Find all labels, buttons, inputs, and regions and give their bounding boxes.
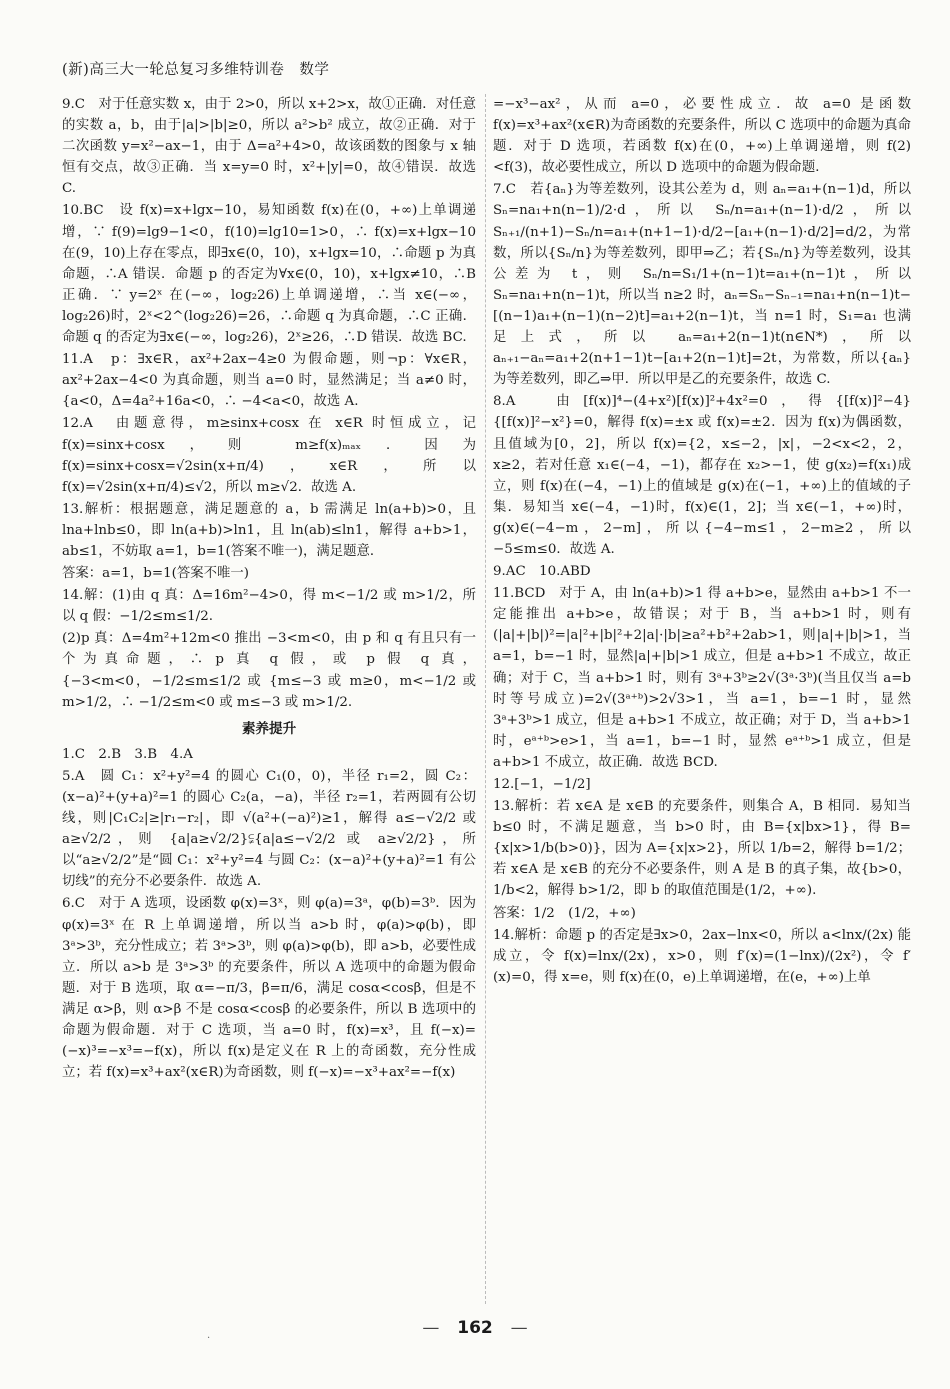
section-title-suyang: 素养提升 <box>241 720 297 737</box>
answer-14-part1: 14.解：(1)由 q 真：Δ=16m²−4>0，得 m<−1/2 或 m>1/2，所以 q 假：−1/2≤m≤1/2. <box>62 588 476 625</box>
answer-13-analysis: 13.解析：根据题意，满足题意的 a，b 需满足 ln(a+b)>0，且 lna+lnb≤0，即 ln(a+b)>ln1，且 ln(ab)≤ln1，解得 a+b>1，ab≤1，不妨取 a=1，b=1(答案不唯一)，满足题意． <box>62 501 476 559</box>
page-number: 162 <box>457 1318 493 1338</box>
answer-13-result: 答案：a=1，b=1(答案不唯一) <box>62 566 249 582</box>
footer-dash-right: — <box>510 1318 528 1338</box>
answer-13b-result: 答案：1/2 (1/2，+∞) <box>493 905 636 921</box>
answer-11: 11.A p：∃x∈R，ax²+2ax−4≥0 为假命题，则¬p：∀x∈R，ax²+2ax−4<0 为真命题，则当 a=0 时，显然满足；当 a≠0 时，{a<0，Δ=4a²+16a<0，∴ −4<a<0，故选 A. <box>62 352 476 410</box>
answers-9-10: 9.AC 10.ABD <box>493 564 591 580</box>
answer-6-continued: =−x³−ax²，从而 a=0，必要性成立．故 a=0 是函数 f(x)=x³+ax²(x∈R)为奇函数的充要条件，所以 C 选项中的命题为真命题．对于 D 选项，若函数 f(x)在(0，+∞)上单调递增，则 f(2)<f(3)，故必要性成立，所以 D 选项中的命题为假命题． <box>493 97 911 176</box>
stray-mark: . <box>207 1330 211 1341</box>
answer-5: 5.A 圆 C₁：x²+y²=4 的圆心 C₁(0，0)，半径 r₁=2，圆 C₂：(x−a)²+(y+a)²=1 的圆心 C₂(a，−a)，半径 r₂=1，若两圆有公切线，则|C₁C₂|≥|r₁−r₂|，即 √(a²+(−a)²)≥1，解得 a≤−√2/2 或 a≥√2/2，则 {a|a≥√2/2}⫋{a|a≤−√2/2 或 a≥√2/2}，所以“a≥√2/2”是“圆 C₁：x²+y²=4 与圆 C₂：(x−a)²+(y+a)²=1 有公切线”的充分不必要条件．故选 A. <box>62 768 476 890</box>
answer-14-part2: (2)p 真：Δ=4m²+12m<0 推出 −3<m<0，由 p 和 q 有且只有一个为真命题，∴ p 真 q 假，或 p 假 q 真，{−3<m<0，−1/2≤m≤1/2 或 {m≤−3 或 m≥0，m<−1/2 或 m>1/2，∴ −1/2≤m<0 或 m≤−3 或 m>1/2. <box>62 631 476 710</box>
page-header: (新)高三大一轮总复习多维特训卷 数学 <box>62 62 330 78</box>
answer-13b-analysis: 13.解析：若 x∈A 是 x∈B 的充要条件，则集合 A，B 相同．易知当 b≤0 时，不满足题意，当 b>0 时，由 B={x|bx>1}，得 B={x|x>1/b(b>0)}，因为 A={x|x>2}，所以 1/b=2，解得 b=1/2；若 x∈A 是 x∈B 的充分不必要条件，则 A 是 B 的真子集，故{b>0，1/b<2，解得 b>1/2，即 b 的取值范围是(1/2，+∞). <box>493 799 911 899</box>
answer-12b: 12.[−1，−1/2] <box>493 777 591 792</box>
answer-8: 8.A 由[f(x)]⁴−(4+x²)[f(x)]²+4x²=0，得{[f(x)]²−4}{[f(x)]²−x²}=0，解得 f(x)=±x 或 f(x)=±2．因为 f(x)为偶函数，且值域为[0，2]，所以 f(x)={2，x≤−2，|x|，−2<x<2，2，x≥2，若对任意 x₁∈(−4，−1)，都存在 x₂>−1，使 g(x₂)=f(x₁)成立，则 f(x)在(−4，−1)上的值域是 g(x)在(−1，+∞)上的值域的子集．易知当 x∈(−4，−1)时，f(x)∈(1，2]；当 x∈(−1，+∞)时，g(x)∈(−4−m，2−m]，所以{−4−m≤1，2−m≥2，所以 −5≤m≤0．故选 A. <box>493 394 911 557</box>
footer-dash-left: — <box>422 1318 440 1338</box>
answer-9: 9.C 对于任意实数 x，由于 2>0，所以 x+2>x，故①正确．对任意的实数 a，b，由于|a|>|b|≥0，所以 a²>b² 成立，故②正确．对于二次函数 y=x²−ax−1，由于 Δ=a²+4>0，故该函数的图象与 x 轴恒有交点，故③正确．当 x=y=0 时，x²+|y|=0，故④错误．故选 C. <box>62 97 476 197</box>
right-column <box>493 94 911 989</box>
column-divider <box>485 94 486 1304</box>
answer-7: 7.C 若{aₙ}为等差数列，设其公差为 d，则 aₙ=a₁+(n−1)d，所以 Sₙ=na₁+n(n−1)/2·d，所以 Sₙ/n=a₁+(n−1)·d/2，所以 Sₙ₊₁/(n+1)−Sₙ/n=a₁+(n+1−1)·d/2−[a₁+(n−1)·d/2]=d/2，为常数，所以{Sₙ/n}为等差数列，即甲⇒乙；若{Sₙ/n}为等差数列，设其公差为 t，则 Sₙ/n=S₁/1+(n−1)t=a₁+(n−1)t，所以 Sₙ=na₁+n(n−1)t，所以当 n≥2 时，aₙ=Sₙ−Sₙ₋₁=na₁+n(n−1)t−[(n−1)a₁+(n−1)(n−2)t]=a₁+2(n−1)t，当 n=1 时，S₁=a₁ 也满足上式，所以 aₙ=a₁+2(n−1)t(n∈N*)，所以 aₙ₊₁−aₙ=a₁+2(n+1−1)t−[a₁+2(n−1)t]=2t，为常数，所以{aₙ}为等差数列，即乙⇒甲．所以甲是乙的充要条件，故选 C. <box>493 182 911 388</box>
page-footer <box>0 1318 950 1338</box>
answer-10: 10.BC 设 f(x)=x+lgx−10，易知函数 f(x)在(0，+∞)上单调递增，∵ f(9)=lg9−1<0，f(10)=lg10=1>0，∴ f(x)=x+lgx−10 在(9，10)上存在零点，即∃x∈(0，10)，x+lgx=10，∴命题 p 为真命题，∴A 错误．命题 p 的否定为∀x∈(0，10)，x+lgx≠10，∴B 正确．∵ y=2ˣ 在(−∞，log₂26)上单调递增，∴当 x∈(−∞，log₂26)时，2ˣ<2^(log₂26)=26，∴命题 q 为真命题，∴C 正确．命题 q 的否定为∃x∈(−∞，log₂26)，2ˣ≥26，∴D 错误．故选 BC. <box>62 203 476 346</box>
answers-1-4: 1.C 2.B 3.B 4.A <box>62 746 193 762</box>
left-column <box>62 94 476 1084</box>
answer-12: 12.A 由题意得，m≥sinx+cosx 在 x∈R 时恒成立，记 f(x)=sinx+cosx，则 m≥f(x)ₘₐₓ．因为 f(x)=sinx+cosx=√2sin(x+π/4)，x∈R，所以 f(x)=√2sin(x+π/4)≤√2，所以 m≥√2．故选 A. <box>62 416 476 495</box>
answer-6: 6.C 对于 A 选项，设函数 φ(x)=3ˣ，则 φ(a)=3ᵃ，φ(b)=3ᵇ．因为 φ(x)=3ˣ 在 R 上单调递增，所以当 a>b 时，φ(a)>φ(b)，即 3ᵃ>3ᵇ，充分性成立；若 3ᵃ>3ᵇ，则 φ(a)>φ(b)，即 a>b，必要性成立．所以 a>b 是 3ᵃ>3ᵇ 的充要条件，所以 A 选项中的命题为假命题．对于 B 选项，取 α=−π/3，β=π/6，满足 cosα<cosβ，但是不满足 α>β，则 α>β 不是 cosα<cosβ 的必要条件，所以 B 选项中的命题为假命题．对于 C 选项，当 a=0 时，f(x)=x³，且 f(−x)=(−x)³=−x³=−f(x)，所以 f(x)是定义在 R 上的奇函数，充分性成立；若 f(x)=x³+ax²(x∈R)为奇函数，则 f(−x)=−x³+ax²=−f(x) <box>62 896 476 1081</box>
answer-14b-analysis: 14.解析：命题 p 的否定是∃x>0，2ax−lnx<0，所以 a<lnx/(2x) 能成立，令 f(x)=lnx/(2x)，x>0，则 f′(x)=(1−lnx)/(2x²)，令 f′(x)=0，得 x=e，则 f(x)在(0，e)上单调递增，在(e，+∞)上单 <box>493 927 911 985</box>
answer-11b: 11.BCD 对于 A，由 ln(a+b)>1 得 a+b>e，显然由 a+b>1 不一定能推出 a+b>e，故错误；对于 B，当 a+b>1 时，则有(|a|+|b|)²=|a|²+|b|²+2|a|·|b|≥a²+b²+2ab>1，则|a|+|b|>1，当 a=1，b=−1 时，显然|a|+|b|>1 成立，但是 a+b>1 不成立，故正确；对于 C，当 a+b>1 时，则有 3ᵃ+3ᵇ≥2√(3ᵃ·3ᵇ)(当且仅当 a=b 时等号成立)=2√(3ᵃ⁺ᵇ)>2√3>1，当 a=1，b=−1 时，显然 3ᵃ+3ᵇ>1 成立，但是 a+b>1 不成立，故正确；对于 D，当 a+b>1 时，eᵃ⁺ᵇ>e>1，当 a=1，b=−1 时，显然 eᵃ⁺ᵇ>1 成立，但是 a+b>1 不成立，故正确．故选 BCD. <box>493 586 911 770</box>
